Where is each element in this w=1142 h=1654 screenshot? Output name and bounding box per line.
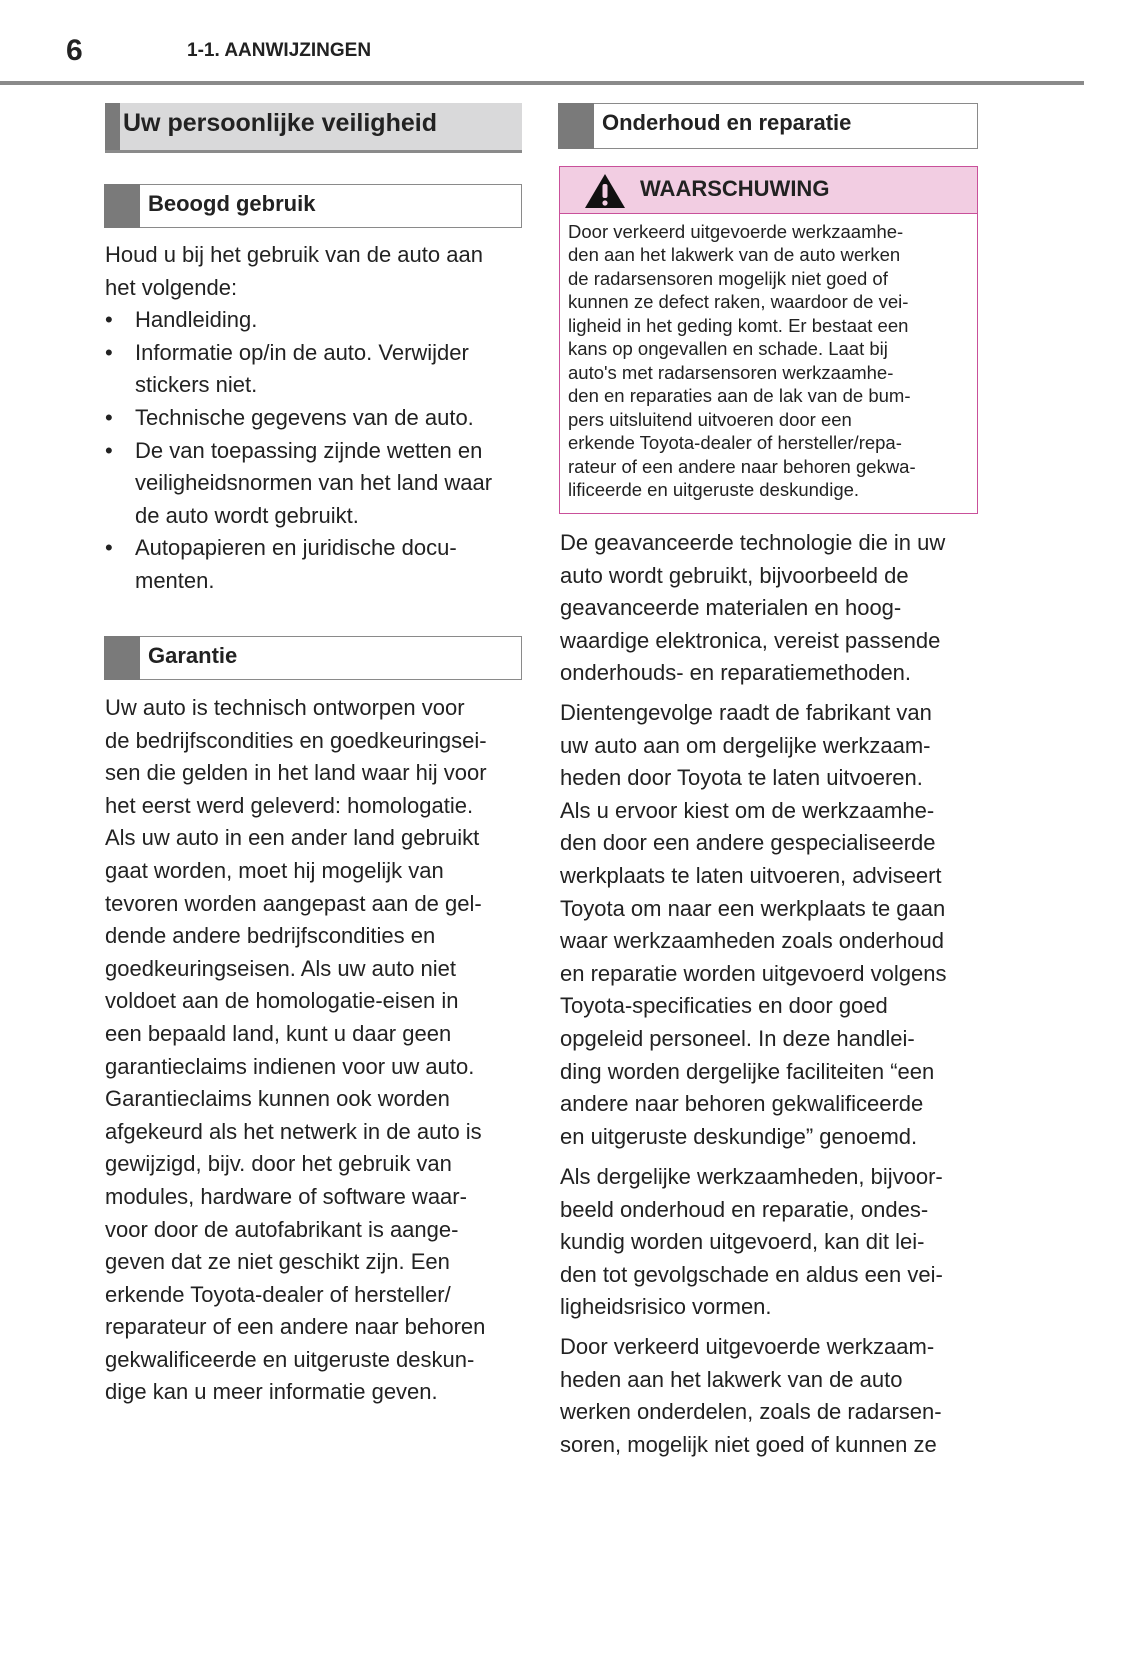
text-line: gewijzigd, bijv. door het gebruik van bbox=[105, 1151, 452, 1177]
maintenance-paragraph bbox=[560, 1331, 980, 1461]
text-line: afgekeurd als het netwerk in de auto is bbox=[105, 1118, 482, 1144]
text-line: De geavanceerde technologie die in uw bbox=[560, 530, 946, 555]
text-line: Toyota-specificaties en door goed bbox=[560, 993, 888, 1019]
section-heading-personal-safety bbox=[105, 103, 522, 153]
maintenance-paragraph bbox=[560, 697, 980, 1153]
text-line: geven dat ze niet geschikt zijn. Een bbox=[105, 1249, 450, 1275]
text-line: erkende Toyota-dealer of hersteller/ bbox=[105, 1281, 451, 1307]
text-line: het volgende: bbox=[105, 274, 238, 300]
text-line: werken onderdelen, zoals de radarsen- bbox=[560, 1399, 942, 1425]
text-line: uw auto aan om dergelijke werkzaam- bbox=[560, 732, 931, 758]
heading-bar bbox=[105, 103, 120, 150]
text-line: heden door Toyota te laten uitvoeren. bbox=[560, 765, 923, 791]
text-line: Garantieclaims kunnen ook worden bbox=[105, 1086, 450, 1112]
bullet-icon: • bbox=[105, 404, 113, 430]
text-line: dende andere bedrijfscondities en bbox=[105, 923, 436, 949]
subheading-title: Beoogd gebruik bbox=[148, 191, 316, 216]
text-line: de radarsensoren mogelijk niet goed of bbox=[568, 267, 888, 289]
text-line: heden aan het lakwerk van de auto bbox=[560, 1366, 903, 1392]
subheading-title: Garantie bbox=[148, 643, 238, 668]
text-line: de auto wordt gebruikt. bbox=[135, 502, 359, 528]
heading-bar bbox=[104, 636, 140, 680]
text-line: voldoet aan de homologatie-eisen in bbox=[105, 988, 459, 1014]
text-line: erkende Toyota-dealer of hersteller/repa- bbox=[568, 432, 902, 454]
warning-triangle-icon bbox=[584, 173, 626, 209]
text-line: Handleiding. bbox=[135, 307, 258, 333]
heading-bar bbox=[104, 184, 140, 228]
text-line: beeld onderhoud en reparatie, ondes- bbox=[560, 1196, 929, 1222]
text-line: opgeleid personeel. In deze handlei- bbox=[560, 1025, 915, 1051]
bullet-icon: • bbox=[105, 339, 113, 365]
text-line: gaat worden, moet hij mogelijk van bbox=[105, 857, 444, 883]
text-line: pers uitsluitend uitvoeren door een bbox=[568, 408, 852, 430]
text-line: Door verkeerd uitgevoerde werkzaam- bbox=[560, 1334, 935, 1359]
text-line: en reparatie worden uitgevoerd volgens bbox=[560, 960, 947, 986]
text-line: dige kan u meer informatie geven. bbox=[105, 1379, 438, 1405]
text-line: menten. bbox=[135, 567, 215, 593]
bullet-item bbox=[105, 337, 525, 402]
text-line: kundig worden uitgevoerd, kan dit lei- bbox=[560, 1229, 925, 1255]
text-line: gekwalificeerde en uitgeruste deskun- bbox=[105, 1346, 475, 1372]
heading-bar bbox=[558, 103, 594, 149]
subheading-maintenance bbox=[558, 103, 978, 149]
text-line: goedkeuringseisen. Als uw auto niet bbox=[105, 955, 457, 981]
text-line: Technische gegevens van de auto. bbox=[135, 404, 474, 430]
chapter-title: 1-1. AANWIJZINGEN bbox=[187, 40, 372, 61]
text-line: Door verkeerd uitgevoerde werkzaamhe- bbox=[568, 221, 904, 242]
header-rule bbox=[0, 81, 1084, 85]
text-line: den en reparaties aan de lak van de bum- bbox=[568, 385, 911, 407]
bullet-item bbox=[105, 532, 525, 597]
text-line: garantieclaims indienen voor uw auto. bbox=[105, 1053, 475, 1079]
text-line: de bedrijfscondities en goedkeuringsei- bbox=[105, 727, 487, 753]
warning-box bbox=[559, 166, 978, 514]
maintenance-paragraph bbox=[560, 527, 980, 690]
text-line: geavanceerde materialen en hoog- bbox=[560, 595, 902, 621]
bullet-item bbox=[105, 304, 525, 337]
subheading-title: Onderhoud en reparatie bbox=[602, 110, 852, 135]
text-line: modules, hardware of software waar- bbox=[105, 1183, 467, 1209]
bullet-item bbox=[105, 402, 525, 435]
text-line: kans op ongevallen en schade. Laat bij bbox=[568, 338, 888, 360]
text-line: lificeerde en uitgeruste deskundige. bbox=[568, 478, 860, 500]
text-line: andere naar behoren gekwalificeerde bbox=[560, 1091, 924, 1117]
text-line: het eerst werd geleverd: homologatie. bbox=[105, 792, 474, 818]
bullet-icon: • bbox=[105, 535, 113, 561]
text-line: auto wordt gebruikt, bijvoorbeeld de bbox=[560, 562, 909, 588]
text-line: waardige elektronica, vereist passende bbox=[560, 627, 941, 653]
text-line: ligheidsrisico vormen. bbox=[560, 1294, 772, 1320]
intended-use-body bbox=[105, 239, 525, 598]
text-line: De van toepassing zijnde wetten en bbox=[135, 437, 483, 463]
text-line: tevoren worden aangepast aan de gel- bbox=[105, 890, 482, 916]
text-line: veiligheidsnormen van het land waar bbox=[135, 470, 493, 496]
bullet-icon: • bbox=[105, 307, 113, 333]
text-line: Uw auto is technisch ontworpen voor bbox=[105, 695, 465, 720]
text-line: ligheid in het geding komt. Er bestaat een bbox=[568, 314, 909, 336]
page-number: 6 bbox=[66, 34, 83, 67]
text-line: reparateur of een andere naar behoren bbox=[105, 1314, 486, 1340]
text-line: ding worden dergelijke faciliteiten “een bbox=[560, 1058, 935, 1084]
bullet-item bbox=[105, 435, 525, 533]
warning-header bbox=[560, 167, 977, 214]
text-line: en uitgeruste deskundige” genoemd. bbox=[560, 1123, 918, 1149]
text-line: Als u ervoor kiest om de werkzaamhe- bbox=[560, 797, 935, 823]
bullet-icon: • bbox=[105, 437, 113, 463]
text-line: onderhouds- en reparatiemethoden. bbox=[560, 660, 912, 686]
text-line: een bepaald land, kunt u daar geen bbox=[105, 1020, 452, 1046]
warning-body bbox=[568, 220, 916, 501]
subheading-warranty bbox=[104, 636, 522, 680]
warranty-body bbox=[105, 692, 525, 1409]
subheading-intended-use bbox=[104, 184, 522, 228]
text-line: werkplaats te laten uitvoeren, adviseert bbox=[560, 862, 942, 888]
text-line: Houd u bij het gebruik van de auto aan bbox=[105, 242, 483, 267]
text-line: Informatie op/in de auto. Verwijder bbox=[135, 339, 469, 365]
text-line: kunnen ze defect raken, waardoor de vei- bbox=[568, 291, 909, 313]
text-line: Als uw auto in een ander land gebruikt bbox=[105, 825, 480, 851]
warning-title: WAARSCHUWING bbox=[640, 176, 830, 201]
text-line: den door een andere gespecialiseerde bbox=[560, 830, 936, 856]
text-line: stickers niet. bbox=[135, 372, 258, 398]
section-title: Uw persoonlijke veiligheid bbox=[123, 109, 437, 137]
text-line: Toyota om naar een werkplaats te gaan bbox=[560, 895, 946, 921]
text-line: rateur of een andere naar behoren gekwa- bbox=[568, 455, 916, 477]
text-line: waar werkzaamheden zoals onderhoud bbox=[560, 928, 945, 954]
text-line: den aan het lakwerk van de auto werken bbox=[568, 244, 901, 266]
text-line: auto's met radarsensoren werkzaamhe- bbox=[568, 361, 894, 383]
text-line: soren, mogelijk niet goed of kunnen ze bbox=[560, 1431, 937, 1457]
text-line: Dientengevolge raadt de fabrikant van bbox=[560, 700, 932, 725]
text-line: sen die gelden in het land waar hij voor bbox=[105, 760, 487, 786]
text-line: den tot gevolgschade en aldus een vei- bbox=[560, 1261, 943, 1287]
text-line: voor door de autofabrikant is aange- bbox=[105, 1216, 459, 1242]
text-line: Autopapieren en juridische docu- bbox=[135, 535, 457, 561]
maintenance-paragraph bbox=[560, 1161, 980, 1324]
text-line: Als dergelijke werkzaamheden, bijvoor- bbox=[560, 1164, 943, 1189]
